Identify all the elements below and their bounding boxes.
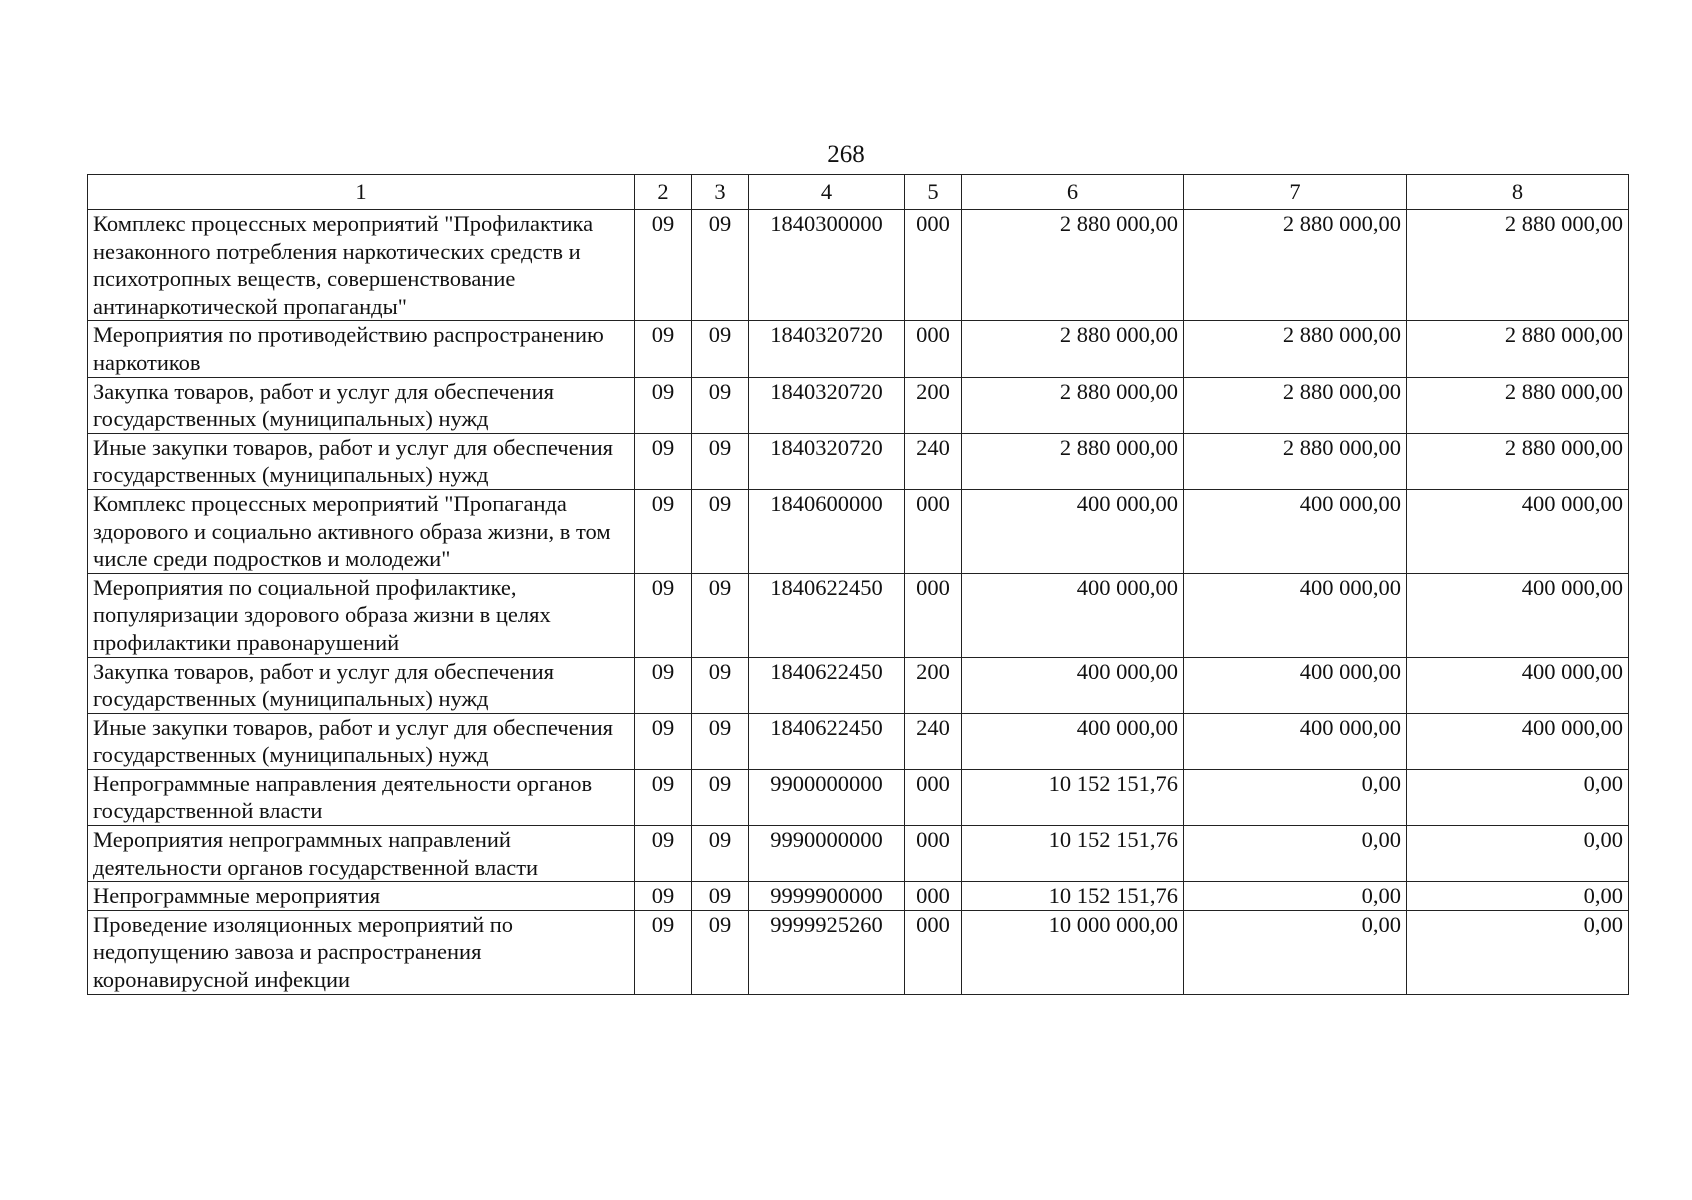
row-name-cell: Закупка товаров, работ и услуг для обеспечения государственных (муниципальных) нужд <box>88 377 635 433</box>
row-name-cell: Иные закупки товаров, работ и услуг для обеспечения государственных (муниципальных) нужд <box>88 433 635 489</box>
row-col4-cell: 1840622450 <box>749 657 905 713</box>
row-col5-cell: 000 <box>905 489 962 573</box>
row-col7-amount: 0,00 <box>1184 882 1407 911</box>
row-col5-cell: 000 <box>905 769 962 825</box>
header-row <box>88 175 1629 210</box>
row-col6-amount: 400 000,00 <box>962 713 1184 769</box>
row-col8-amount: 2 880 000,00 <box>1407 433 1629 489</box>
row-col8-amount: 0,00 <box>1407 910 1629 994</box>
row-col7-amount: 400 000,00 <box>1184 657 1407 713</box>
page-number: 268 <box>827 141 865 168</box>
row-col3-cell: 09 <box>692 210 749 321</box>
row-col8-amount: 0,00 <box>1407 769 1629 825</box>
row-col4-cell: 1840300000 <box>749 210 905 321</box>
row-col7-amount: 2 880 000,00 <box>1184 377 1407 433</box>
row-col3-cell: 09 <box>692 433 749 489</box>
row-col6-amount: 2 880 000,00 <box>962 377 1184 433</box>
header-cell-4: 4 <box>749 175 905 210</box>
row-col7-amount: 400 000,00 <box>1184 573 1407 657</box>
row-col6-amount: 2 880 000,00 <box>962 321 1184 377</box>
row-col7-amount: 400 000,00 <box>1184 489 1407 573</box>
row-col8-amount: 2 880 000,00 <box>1407 210 1629 321</box>
row-col5-cell: 240 <box>905 713 962 769</box>
row-col8-amount: 0,00 <box>1407 882 1629 911</box>
row-col7-amount: 2 880 000,00 <box>1184 433 1407 489</box>
row-col6-amount: 10 000 000,00 <box>962 910 1184 994</box>
row-col6-amount: 2 880 000,00 <box>962 433 1184 489</box>
table-row <box>88 657 1629 713</box>
row-col5-cell: 000 <box>905 210 962 321</box>
header-cell-5: 5 <box>905 175 962 210</box>
row-col2-cell: 09 <box>635 489 692 573</box>
table-row <box>88 433 1629 489</box>
row-name-cell: Проведение изоляционных мероприятий по недопущению завоза и распространения коронавирусной инфекции <box>88 910 635 994</box>
row-col2-cell: 09 <box>635 769 692 825</box>
row-col4-cell: 9999900000 <box>749 882 905 911</box>
row-col4-cell: 1840600000 <box>749 489 905 573</box>
row-col8-amount: 400 000,00 <box>1407 489 1629 573</box>
table-body <box>88 210 1629 995</box>
header-cell-1: 1 <box>88 175 635 210</box>
row-col5-cell: 200 <box>905 377 962 433</box>
row-col3-cell: 09 <box>692 657 749 713</box>
row-name-cell: Непрограммные направления деятельности органов государственной власти <box>88 769 635 825</box>
row-col5-cell: 000 <box>905 573 962 657</box>
header-cell-3: 3 <box>692 175 749 210</box>
row-col4-cell: 1840320720 <box>749 433 905 489</box>
row-col4-cell: 1840320720 <box>749 377 905 433</box>
row-col4-cell: 1840622450 <box>749 573 905 657</box>
row-col7-amount: 0,00 <box>1184 826 1407 882</box>
row-col3-cell: 09 <box>692 910 749 994</box>
row-col6-amount: 400 000,00 <box>962 657 1184 713</box>
row-col7-amount: 0,00 <box>1184 769 1407 825</box>
row-col8-amount: 2 880 000,00 <box>1407 321 1629 377</box>
row-col2-cell: 09 <box>635 882 692 911</box>
row-col6-amount: 10 152 151,76 <box>962 882 1184 911</box>
row-col8-amount: 2 880 000,00 <box>1407 377 1629 433</box>
row-name-cell: Мероприятия непрограммных направлений деятельности органов государственной власти <box>88 826 635 882</box>
row-col2-cell: 09 <box>635 826 692 882</box>
budget-table <box>87 174 1629 995</box>
table-row <box>88 769 1629 825</box>
row-name-cell: Закупка товаров, работ и услуг для обеспечения государственных (муниципальных) нужд <box>88 657 635 713</box>
row-col7-amount: 2 880 000,00 <box>1184 210 1407 321</box>
row-col4-cell: 9990000000 <box>749 826 905 882</box>
row-col8-amount: 0,00 <box>1407 826 1629 882</box>
row-col3-cell: 09 <box>692 882 749 911</box>
row-col4-cell: 1840622450 <box>749 713 905 769</box>
row-col4-cell: 9900000000 <box>749 769 905 825</box>
table-row <box>88 573 1629 657</box>
row-col5-cell: 000 <box>905 910 962 994</box>
row-col6-amount: 10 152 151,76 <box>962 769 1184 825</box>
row-col3-cell: 09 <box>692 713 749 769</box>
header-cell-7: 7 <box>1184 175 1407 210</box>
table-row <box>88 210 1629 321</box>
header-cell-6: 6 <box>962 175 1184 210</box>
row-col3-cell: 09 <box>692 826 749 882</box>
header-cell-8: 8 <box>1407 175 1629 210</box>
row-col2-cell: 09 <box>635 210 692 321</box>
row-col5-cell: 000 <box>905 826 962 882</box>
row-col2-cell: 09 <box>635 910 692 994</box>
row-col5-cell: 240 <box>905 433 962 489</box>
row-col8-amount: 400 000,00 <box>1407 573 1629 657</box>
table-header <box>88 175 1629 210</box>
row-col2-cell: 09 <box>635 573 692 657</box>
table-row <box>88 910 1629 994</box>
row-col5-cell: 200 <box>905 657 962 713</box>
row-col7-amount: 400 000,00 <box>1184 713 1407 769</box>
header-cell-2: 2 <box>635 175 692 210</box>
row-col2-cell: 09 <box>635 377 692 433</box>
row-col6-amount: 400 000,00 <box>962 489 1184 573</box>
table-row <box>88 826 1629 882</box>
row-name-cell: Непрограммные мероприятия <box>88 882 635 911</box>
row-col6-amount: 10 152 151,76 <box>962 826 1184 882</box>
row-col7-amount: 0,00 <box>1184 910 1407 994</box>
row-col5-cell: 000 <box>905 882 962 911</box>
row-name-cell: Мероприятия по социальной профилактике, популяризации здорового образа жизни в целях профилактики правонарушений <box>88 573 635 657</box>
row-col7-amount: 2 880 000,00 <box>1184 321 1407 377</box>
table-row <box>88 713 1629 769</box>
row-name-cell: Комплекс процессных мероприятий "Профилактика незаконного потребления наркотических средств и психотропных веществ, совершенствование антинаркотической пропаганды" <box>88 210 635 321</box>
row-col6-amount: 2 880 000,00 <box>962 210 1184 321</box>
row-col4-cell: 1840320720 <box>749 321 905 377</box>
row-col2-cell: 09 <box>635 321 692 377</box>
row-col3-cell: 09 <box>692 377 749 433</box>
row-col8-amount: 400 000,00 <box>1407 713 1629 769</box>
table-row <box>88 377 1629 433</box>
table-row <box>88 321 1629 377</box>
row-col3-cell: 09 <box>692 769 749 825</box>
row-col2-cell: 09 <box>635 657 692 713</box>
row-col2-cell: 09 <box>635 433 692 489</box>
row-name-cell: Мероприятия по противодействию распространению наркотиков <box>88 321 635 377</box>
row-col3-cell: 09 <box>692 321 749 377</box>
row-col3-cell: 09 <box>692 573 749 657</box>
row-name-cell: Иные закупки товаров, работ и услуг для обеспечения государственных (муниципальных) нужд <box>88 713 635 769</box>
row-col3-cell: 09 <box>692 489 749 573</box>
row-name-cell: Комплекс процессных мероприятий "Пропаганда здорового и социально активного образа жизни, в том числе среди подростков и молодежи" <box>88 489 635 573</box>
row-col8-amount: 400 000,00 <box>1407 657 1629 713</box>
table-row <box>88 489 1629 573</box>
row-col4-cell: 9999925260 <box>749 910 905 994</box>
row-col6-amount: 400 000,00 <box>962 573 1184 657</box>
row-col5-cell: 000 <box>905 321 962 377</box>
table-row <box>88 882 1629 911</box>
row-col2-cell: 09 <box>635 713 692 769</box>
